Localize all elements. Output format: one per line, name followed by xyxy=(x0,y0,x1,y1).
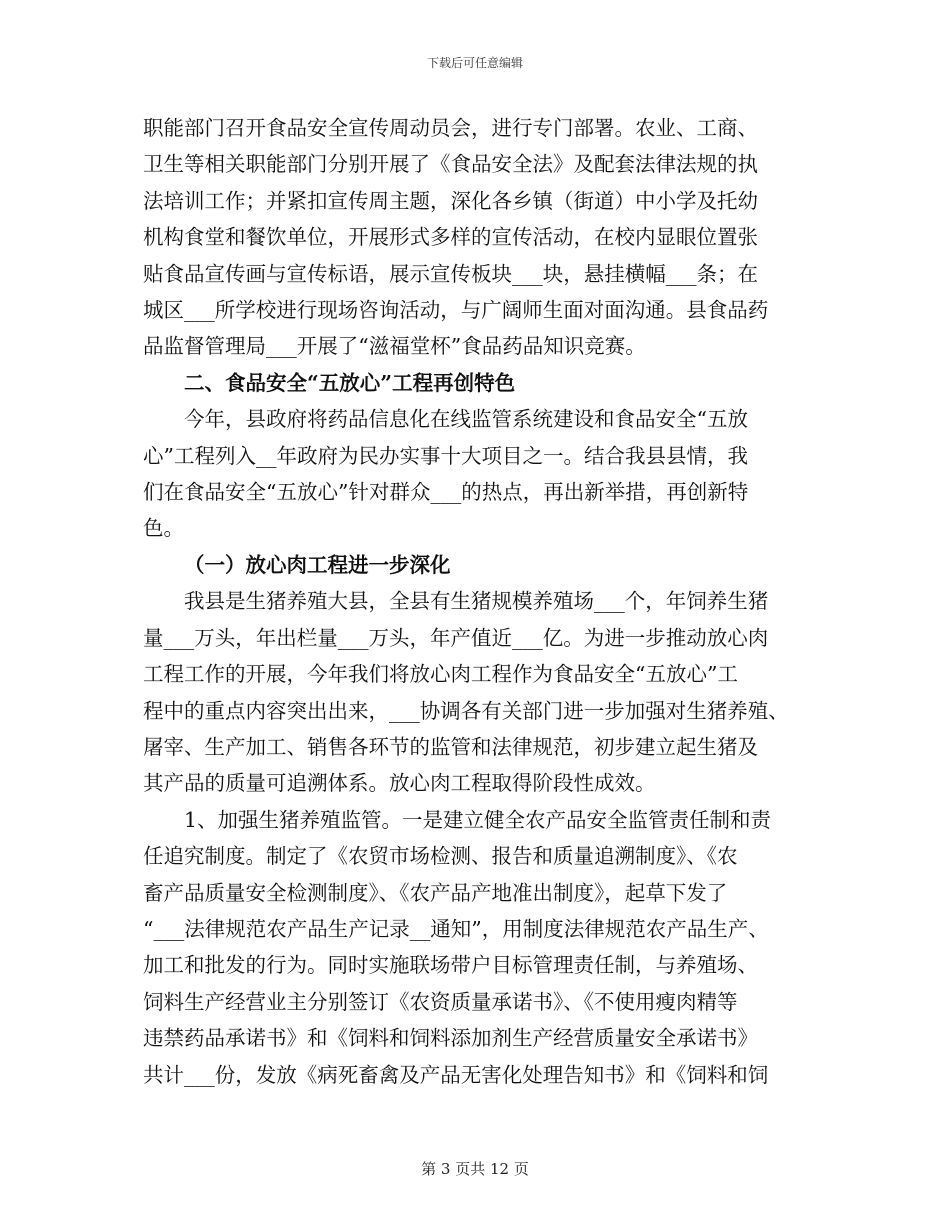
text-line: 程中的重点内容突出出来，___协调各有关部门进一步加强对生猪养殖、 xyxy=(143,698,789,723)
text-line: 屠宰、生产加工、销售各环节的监管和法律规范，初步建立起生猪及 xyxy=(143,734,758,759)
page-header: 下载后可任意编辑 xyxy=(426,56,523,70)
paragraph-1 xyxy=(143,110,811,365)
text-line: 共计___份，发放《病死畜禽及产品无害化处理告知书》和《饲料和饲 xyxy=(143,1062,769,1087)
text-line: 们在食品安全“五放心”针对群众___的热点，再出新举措，再创新特 xyxy=(143,480,749,505)
text-line: 职能部门召开食品安全宣传周动员会，进行专门部署。农业、工商、 xyxy=(143,116,758,140)
text-line: 机构食堂和餐饮单位，开展形式多样的宣传活动，在校内显眼位置张 xyxy=(143,225,758,250)
text-line: 品监督管理局___开展了“滋福堂杯”食品药品知识竞赛。 xyxy=(143,334,646,359)
section-heading-2: 二、食品安全“五放心”工程再创特色 xyxy=(184,370,516,395)
text-line: 卫生等相关职能部门分别开展了《食品安全法》及配套法律法规的执 xyxy=(143,152,758,177)
subsection-heading-1: （一）放心肉工程进一步深化 xyxy=(184,552,451,577)
text-line: 心”工程列入__年政府为民办实事十大项目之一。结合我县县情，我 xyxy=(143,443,748,468)
text-line: 量___万头，年出栏量___万头，年产值近___亿。为进一步推动放心肉 xyxy=(143,625,769,650)
text-line: 其产品的质量可追溯体系。放心肉工程取得阶段性成效。 xyxy=(143,771,656,796)
text-line: 城区___所学校进行现场咨询活动，与广阔师生面对面沟通。县食品药 xyxy=(143,298,769,323)
text-line: 今年，县政府将药品信息化在线监管系统建设和食品安全“五放 xyxy=(184,407,748,432)
text-line: 法培训工作；并紧扣宣传周主题，深化各乡镇（街道）中小学及托幼 xyxy=(143,188,758,213)
text-line: 违禁药品承诺书》和《饲料和饲料添加剂生产经营质量安全承诺书》 xyxy=(143,1026,758,1051)
text-line: 我县是生猪养殖大县，全县有生猪规模养殖场___个，年饲养生猪 xyxy=(184,589,769,614)
text-line: 加工和批发的行为。同时实施联场带户目标管理责任制，与养殖场、 xyxy=(143,953,758,978)
paragraph-3 xyxy=(143,583,811,801)
paragraph-4 xyxy=(143,802,811,1093)
text-line: “___法律规范农产品生产记录__通知”，用制度法律规范农产品生产、 xyxy=(143,916,769,941)
text-line: 色。 xyxy=(143,516,184,541)
page-footer: 第 3 页共 12 页 xyxy=(421,1160,529,1178)
text-line: 畜产品质量安全检测制度》、《农产品产地准出制度》，起草下发了 xyxy=(143,880,728,905)
text-line: 贴食品宣传画与宣传标语，展示宣传板块___块，悬挂横幅___条；在 xyxy=(143,261,758,286)
text-line: 1、加强生猪养殖监管。一是建立健全农产品安全监管责任制和责 xyxy=(184,807,772,832)
text-line: 工程工作的开展，今年我们将放心肉工程作为食品安全“五放心”工 xyxy=(143,662,738,687)
text-line: 饲料生产经营业主分别签订《农资质量承诺书》、《不使用瘦肉精等 xyxy=(143,989,738,1014)
document-body xyxy=(143,110,811,1093)
text-line: 任追究制度。制定了《农贸市场检测、报告和质量追溯制度》、《农 xyxy=(143,844,738,869)
paragraph-2 xyxy=(143,401,811,547)
